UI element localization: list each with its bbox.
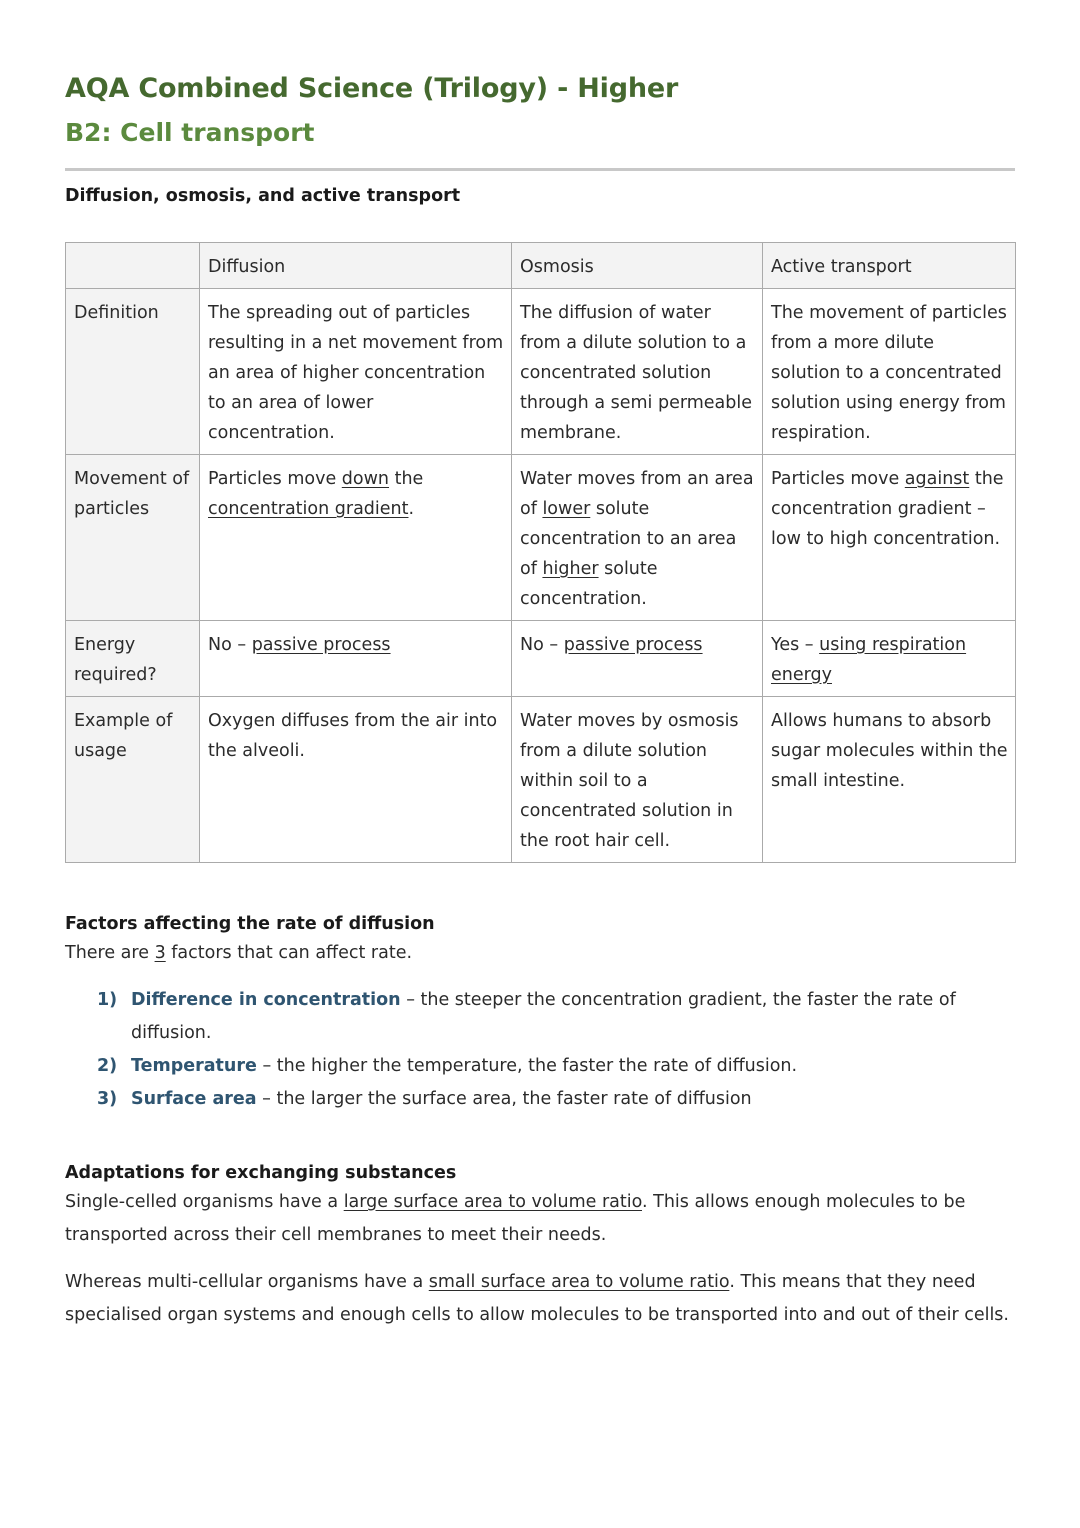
row-label-movement: Movement of particles	[66, 455, 200, 621]
comparison-table	[65, 242, 1016, 863]
cell-movement-active	[763, 455, 1016, 621]
text-segment: solute concentration to an area of	[520, 499, 737, 579]
cell-energy-diffusion	[200, 621, 512, 697]
row-label-example: Example of usage	[66, 697, 200, 863]
factor-text: – the larger the surface area, the faster rate of diffusion	[256, 1089, 752, 1109]
underlined-term: large surface area to volume ratio	[343, 1192, 642, 1212]
row-label-energy: Energy required?	[66, 621, 200, 697]
underlined-term: small surface area to volume ratio	[428, 1272, 730, 1292]
text-segment: Single-celled organisms have a	[65, 1192, 344, 1212]
underlined-term: lower	[542, 499, 591, 519]
cell-example-active: Allows humans to absorb sugar molecules within the small intestine.	[763, 697, 1016, 863]
text-segment: the concentration gradient – low to high concentration.	[771, 469, 1004, 549]
page-title: AQA Combined Science (Trilogy) - Higher	[65, 73, 679, 104]
text-segment: Water moves from an area of	[520, 469, 754, 519]
underlined-term: concentration gradient	[208, 499, 409, 519]
cell-movement-osmosis	[512, 455, 763, 621]
factor-keyword: Surface area	[131, 1089, 257, 1109]
list-number: 3)	[97, 1089, 118, 1109]
list-item	[97, 1050, 1015, 1083]
adaptations-paragraph-2	[65, 1266, 1015, 1332]
factor-text: – the higher the temperature, the faster the rate of diffusion.	[256, 1056, 798, 1076]
factor-keyword: Difference in concentration	[131, 990, 401, 1010]
adaptations-paragraph-1	[65, 1186, 1015, 1252]
cell-energy-osmosis	[512, 621, 763, 697]
text-segment: the	[389, 469, 424, 489]
text-segment: No –	[520, 635, 564, 655]
underlined-term: passive process	[563, 635, 703, 655]
list-number: 1)	[97, 990, 118, 1010]
underlined-term: higher	[542, 559, 599, 579]
header-cell-active-transport: Active transport	[763, 243, 1016, 289]
cell-definition-active: The movement of particles from a more dilute solution to a concentrated solution using energy from respiration.	[763, 289, 1016, 455]
text-segment: . This allows enough molecules to be transported across their cell membranes to meet their needs.	[65, 1192, 966, 1245]
text-segment: No –	[208, 635, 252, 655]
text-segment: Particles move	[208, 469, 342, 489]
row-label-definition: Definition	[66, 289, 200, 455]
table-row-example	[66, 697, 1016, 863]
text-segment: There are	[65, 943, 155, 963]
header-cell-empty	[66, 243, 200, 289]
cell-definition-osmosis: The diffusion of water from a dilute solution to a concentrated solution through a semi permeable membrane.	[512, 289, 763, 455]
cell-example-diffusion: Oxygen diffuses from the air into the alveoli.	[200, 697, 512, 863]
table-row-energy	[66, 621, 1016, 697]
title-divider	[65, 168, 1015, 171]
text-segment: factors that can affect rate.	[165, 943, 413, 963]
text-segment: .	[408, 499, 415, 519]
header-cell-osmosis: Osmosis	[512, 243, 763, 289]
factors-list	[65, 984, 1015, 1116]
factors-heading: Factors affecting the rate of diffusion	[65, 914, 435, 934]
underlined-term: down	[341, 469, 390, 489]
text-segment: Yes –	[771, 635, 820, 655]
table-section-heading: Diffusion, osmosis, and active transport	[65, 186, 461, 206]
text-segment: solute concentration.	[520, 559, 658, 609]
factor-keyword: Temperature	[131, 1056, 257, 1076]
underlined-term: using respiration energy	[771, 635, 967, 685]
list-item	[97, 1083, 1015, 1116]
table-header-row	[66, 243, 1016, 289]
cell-definition-diffusion: The spreading out of particles resulting in a net movement from an area of higher concentration to an area of lower concentration.	[200, 289, 512, 455]
underlined-term: passive process	[251, 635, 391, 655]
underlined-term: against	[904, 469, 970, 489]
cell-example-osmosis: Water moves by osmosis from a dilute solution within soil to a concentrated solution in the root hair cell.	[512, 697, 763, 863]
cell-movement-diffusion	[200, 455, 512, 621]
page-subtitle: B2: Cell transport	[65, 118, 315, 147]
table-row-definition	[66, 289, 1016, 455]
table-row-movement	[66, 455, 1016, 621]
header-cell-diffusion: Diffusion	[200, 243, 512, 289]
factor-text: – the steeper the concentration gradient, the faster the rate of diffusion.	[131, 990, 956, 1043]
list-item	[97, 984, 1015, 1050]
adaptations-heading: Adaptations for exchanging substances	[65, 1163, 457, 1183]
underlined-term: 3	[154, 943, 166, 963]
list-number: 2)	[97, 1056, 118, 1076]
text-segment: . This means that they need specialised organ systems and enough cells to allow molecules to be transported into and out of their cells.	[65, 1272, 1009, 1325]
factors-intro	[65, 937, 1015, 970]
cell-energy-active	[763, 621, 1016, 697]
text-segment: Particles move	[771, 469, 905, 489]
text-segment: Whereas multi-cellular organisms have a	[65, 1272, 429, 1292]
